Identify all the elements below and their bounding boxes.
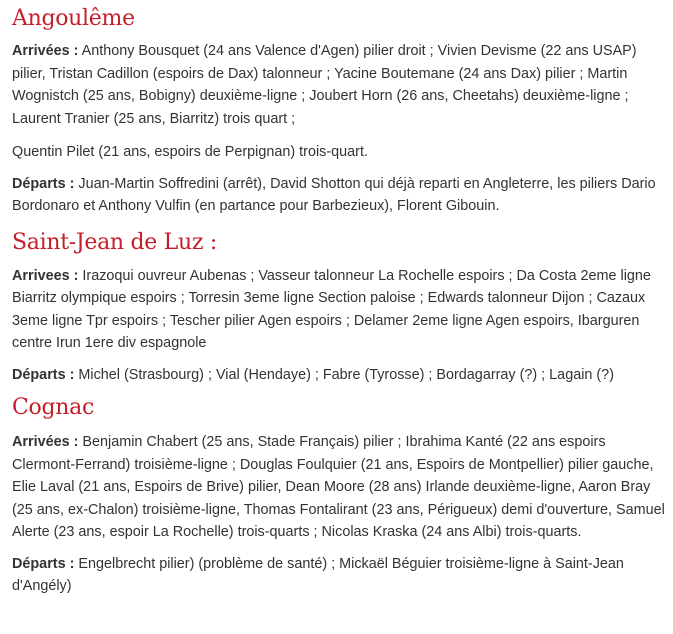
arrivals-label: Arrivees : [12, 267, 79, 284]
team-heading-saint-jean-de-luz: Saint-Jean de Luz : [12, 229, 217, 255]
arrivals-label: Arrivées : [12, 43, 79, 59]
departures-label: Départs : [12, 175, 75, 192]
departures-paragraph-cognac [12, 553, 668, 598]
arrivals-paragraph-angouleme [12, 40, 668, 130]
team-heading-angouleme: Angoulême [12, 6, 135, 31]
departures-text: Michel (Strasbourg) ; Vial (Hendaye) ; Fabre (Tyrosse) ; Bordagarray (?) ; Lagain (?) [74, 366, 614, 383]
arrivals-text: Irazoqui ouvreur Aubenas ; Vasseur talonneur La Rochelle espoirs ; Da Costa 2eme ligne Biarritz olympique espoirs ; Torresin 3eme ligne Section paloise ; Edwards talonneur Dijon ; Cazaux 3eme ligne Tpr espoirs ; Tescher pilier Agen espoirs ; Delamer 2eme ligne Agen espoirs, Ibarguren centre Irun 1ere div espagnole [12, 267, 651, 351]
departures-text: Juan-Martin Soffredini (arrêt), David Shotton qui déjà reparti en Angleterre, les piliers Dario Bordonaro et Anthony Vulfin (en partance pour Barbezieux), Florent Gibouin. [12, 175, 656, 214]
arrivals-text: Anthony Bousquet (24 ans Valence d'Agen) pilier droit ; Vivien Devisme (22 ans USAP) pilier, Tristan Cadillon (espoirs de Dax) talonneur ; Yacine Boutemane (24 ans Dax) pilier ; Martin Wognistch (25 ans, Bobigny) deuxième-ligne ; Joubert Horn (26 ans, Cheetahs) deuxième-ligne ; Laurent Tranier (25 ans, Biarritz) trois quart ; [12, 43, 637, 127]
arrivals-paragraph-cognac [12, 431, 668, 544]
departures-label: Départs : [12, 555, 75, 572]
departures-label: Départs : [12, 366, 75, 383]
article-body [12, 0, 668, 598]
team-heading-cognac: Cognac [12, 395, 94, 420]
departures-text: Engelbrecht pilier) (problème de santé) ; Mickaël Béguier troisième-ligne à Saint-Jean d'Angély) [12, 555, 624, 594]
departures-paragraph-angouleme [12, 173, 668, 218]
arrivals-paragraph-saint-jean-de-luz [12, 265, 668, 355]
departures-paragraph-saint-jean-de-luz [12, 364, 668, 387]
arrivals-label: Arrivées : [12, 434, 79, 450]
arrivals-extra-paragraph-angouleme: Quentin Pilet (21 ans, espoirs de Perpignan) trois-quart. [12, 144, 368, 160]
arrivals-text: Benjamin Chabert (25 ans, Stade Français) pilier ; Ibrahima Kanté (22 ans espoirs Clermont-Ferrand) troisième-ligne ; Douglas Foulquier (21 ans, Espoirs de Montpellier) pilier gauche, Elie Laval (21 ans, Espoirs de Brive) pilier, Dean Moore (28 ans) Irlande deuxième-ligne, Aaron Bray (25 ans, ex-Chalon) troisième-ligne, Thomas Fontalirant (23 ans, Périgueux) demi d'ouverture, Samuel Alerte (23 ans, espoir La Rochelle) trois-quarts ; Nicolas Kraska (24 ans Albi) trois-quarts. [12, 434, 665, 540]
